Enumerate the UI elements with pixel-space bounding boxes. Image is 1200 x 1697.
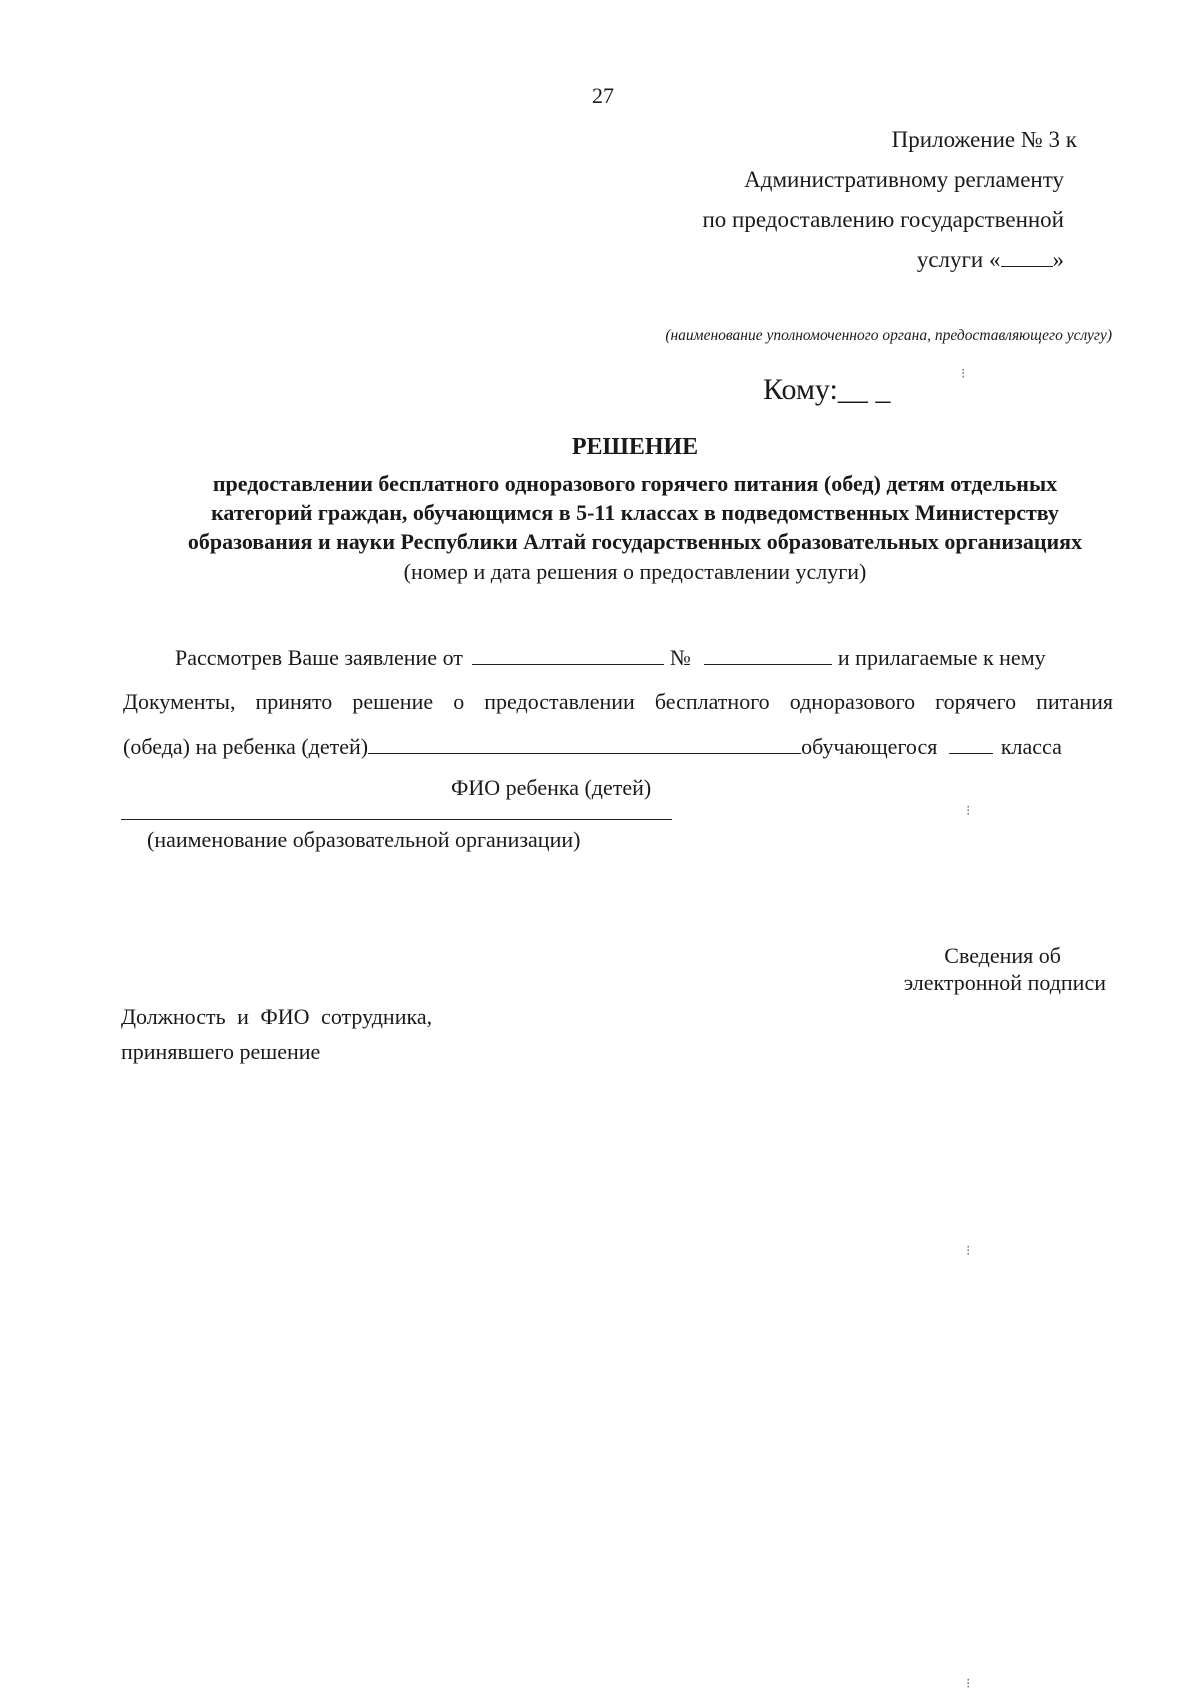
child-name-blank — [368, 753, 801, 754]
child-label: (обеда) на ребенка (детей) — [123, 734, 369, 759]
grade-label: класса — [1000, 734, 1062, 759]
official-line-1: Должность и ФИО сотрудника, — [121, 1004, 433, 1029]
child-name-caption: ФИО ребенка (детей) — [451, 775, 652, 800]
appendix-line-2: Административному регламенту — [744, 167, 1064, 192]
application-date-label: Рассмотрев Ваше заявление от — [175, 645, 463, 670]
scan-speck: ⁝ — [966, 804, 971, 819]
appendix-line-1: Приложение № 3 к — [891, 127, 1077, 152]
decision-subtitle-line-3: образования и науки Республики Алтай государственных образовательных организациях — [187, 529, 1083, 554]
appendix-service-suffix: » — [1052, 247, 1064, 272]
organization-name-caption: (наименование образовательной организации) — [147, 827, 581, 852]
application-date-blank — [472, 664, 664, 665]
authority-caption: (наименование уполномоченного органа, предоставляющего услугу) — [665, 327, 1112, 344]
appendix-line-3: по предоставлению государственной — [702, 207, 1064, 232]
decision-title: РЕШЕНИЕ — [571, 434, 699, 460]
scan-speck: ⁝ — [966, 1677, 971, 1692]
signature-info-line-1: Сведения об — [944, 943, 1061, 968]
service-name-blank — [1001, 266, 1053, 267]
scan-speck: ⁝ — [961, 367, 966, 382]
scan-speck: ⁝ — [966, 1244, 971, 1259]
recipient-line — [763, 372, 890, 408]
recipient-blank: __ _ — [837, 373, 891, 406]
attached-docs-text: и прилагаемые к нему — [837, 645, 1046, 670]
body-line-1 — [175, 644, 1046, 672]
appendix-line-4 — [917, 246, 1064, 274]
appendix-service-prefix: услуги « — [916, 247, 1001, 272]
body-line-2: Документы, принято решение о предоставлении бесплатного одноразового горячего питания — [123, 689, 1113, 714]
signature-info-line-2: электронной подписи — [903, 970, 1106, 995]
organization-name-line — [121, 819, 672, 820]
recipient-label: Кому: — [763, 373, 838, 406]
application-number-blank — [704, 664, 832, 665]
decision-number-date-caption: (номер и дата решения о предоставлении услуги) — [403, 559, 867, 584]
decision-subtitle-line-1: предоставлении бесплатного одноразового горячего питания (обед) детям отдельных — [212, 471, 1058, 496]
page-number: 27 — [592, 83, 614, 108]
grade-blank — [949, 753, 993, 754]
decision-subtitle-line-2: категорий граждан, обучающимся в 5-11 классах в подведомственных Министерству — [211, 500, 1059, 525]
student-label: обучающегося — [801, 734, 938, 759]
official-line-2: принявшего решение — [121, 1039, 321, 1064]
body-line-3 — [123, 733, 1062, 761]
application-number-sign: № — [669, 645, 691, 670]
